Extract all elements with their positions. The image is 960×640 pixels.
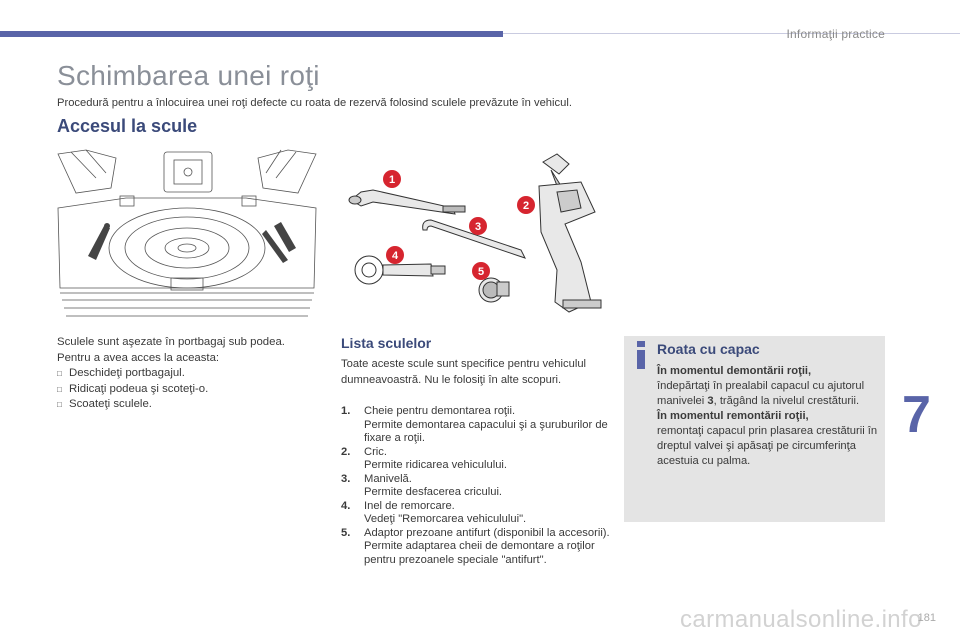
watermark: carmanualsonline.info — [680, 606, 922, 633]
tool-description: Permite ridicarea vehiculului. — [364, 459, 508, 471]
header-rule — [503, 33, 960, 34]
tools-intro: Toate aceste scule sunt specifice pentru vehiculul dumneavoastră. Nu le folosiţi în alte scopuri. — [341, 358, 587, 386]
page-number: 181 — [917, 612, 936, 624]
tool-description: Vedeţi "Remorcarea vehiculului". — [364, 513, 527, 525]
callout-2-label: 2 — [522, 200, 530, 212]
wheel-cover-heading: Roata cu capac — [657, 341, 760, 357]
access-steps — [57, 366, 322, 413]
access-heading: Accesul la scule — [57, 116, 198, 136]
tools-illustration — [343, 152, 623, 322]
chapter-number: 7 — [902, 386, 931, 444]
tool-name: Inel de remorcare. — [364, 499, 455, 512]
wheel-cover-text — [657, 364, 879, 469]
page-title: Schimbarea unei roţi — [57, 60, 320, 91]
callout-1-label: 1 — [388, 174, 396, 186]
tool-number: 2. — [341, 445, 351, 458]
tool-number: 1. — [341, 405, 351, 417]
removal-text-end: , trăgând la nivelul crestăturii. — [713, 395, 860, 407]
tool-description: Permite adaptarea cheii de demontare a roţilor pentru prezoanele speciale "antifurt". — [364, 540, 595, 566]
tool-number: 3. — [341, 472, 351, 485]
tools-list — [341, 405, 621, 567]
callout-5-label: 5 — [477, 266, 485, 278]
tool-item — [341, 473, 621, 500]
tool-item — [341, 405, 621, 446]
removal-lead: În momentul demontării roţii, — [657, 365, 812, 377]
header-bar — [0, 31, 503, 37]
tool-item — [341, 500, 621, 527]
tool-number: 5. — [341, 526, 351, 539]
access-step: □ Scoateţi sculele. — [57, 397, 322, 413]
access-intro — [57, 335, 322, 413]
callout-3-label: 3 — [474, 221, 482, 233]
removal-text: îndepărtaţi în prealabil capacul cu ajutorul manivelei — [657, 380, 865, 407]
access-intro-line: Pentru a avea acces la aceasta: — [57, 351, 220, 364]
access-step: □ Ridicaţi podeua şi scoteţi-o. — [57, 382, 322, 398]
section-header: Informaţii practice — [786, 27, 885, 41]
refit-text: remontaţi capacul prin plasarea crestăturii în dreptul valvei şi apăsaţi pe circumferinţa acestuia cu palma. — [657, 425, 878, 467]
tool-description: Permite demontarea capacului şi a şuruburilor de fixare a roţii. — [364, 418, 608, 444]
removal-tool-number: 3 — [707, 395, 714, 407]
tools-heading: Lista sculelor — [341, 335, 432, 351]
access-step: □ Deschideţi portbagajul. — [57, 366, 322, 382]
tool-number: 4. — [341, 499, 351, 512]
tool-name: Cric. — [364, 445, 387, 458]
callout-4-label: 4 — [391, 250, 399, 262]
tool-callouts — [383, 170, 535, 280]
page-subtitle: Procedură pentru a înlocuirea unei roţi defecte cu roata de rezervă folosind sculele prevăzute în vehicul. — [57, 97, 572, 109]
tool-item — [341, 527, 621, 568]
trunk-illustration — [56, 148, 318, 323]
tool-name: Adaptor prezoane antifurt (disponibil la accesorii). — [364, 526, 610, 539]
refit-lead: În momentul remontării roţii, — [657, 410, 809, 422]
tool-name: Manivelă. — [364, 472, 412, 485]
tool-description: Permite desfacerea cricului. — [364, 486, 503, 498]
access-intro-line: Sculele sunt aşezate în portbagaj sub podea. — [57, 336, 285, 348]
tool-item — [341, 446, 621, 473]
tool-name: Cheie pentru demontarea roţii. — [364, 405, 516, 417]
info-icon — [634, 341, 648, 369]
